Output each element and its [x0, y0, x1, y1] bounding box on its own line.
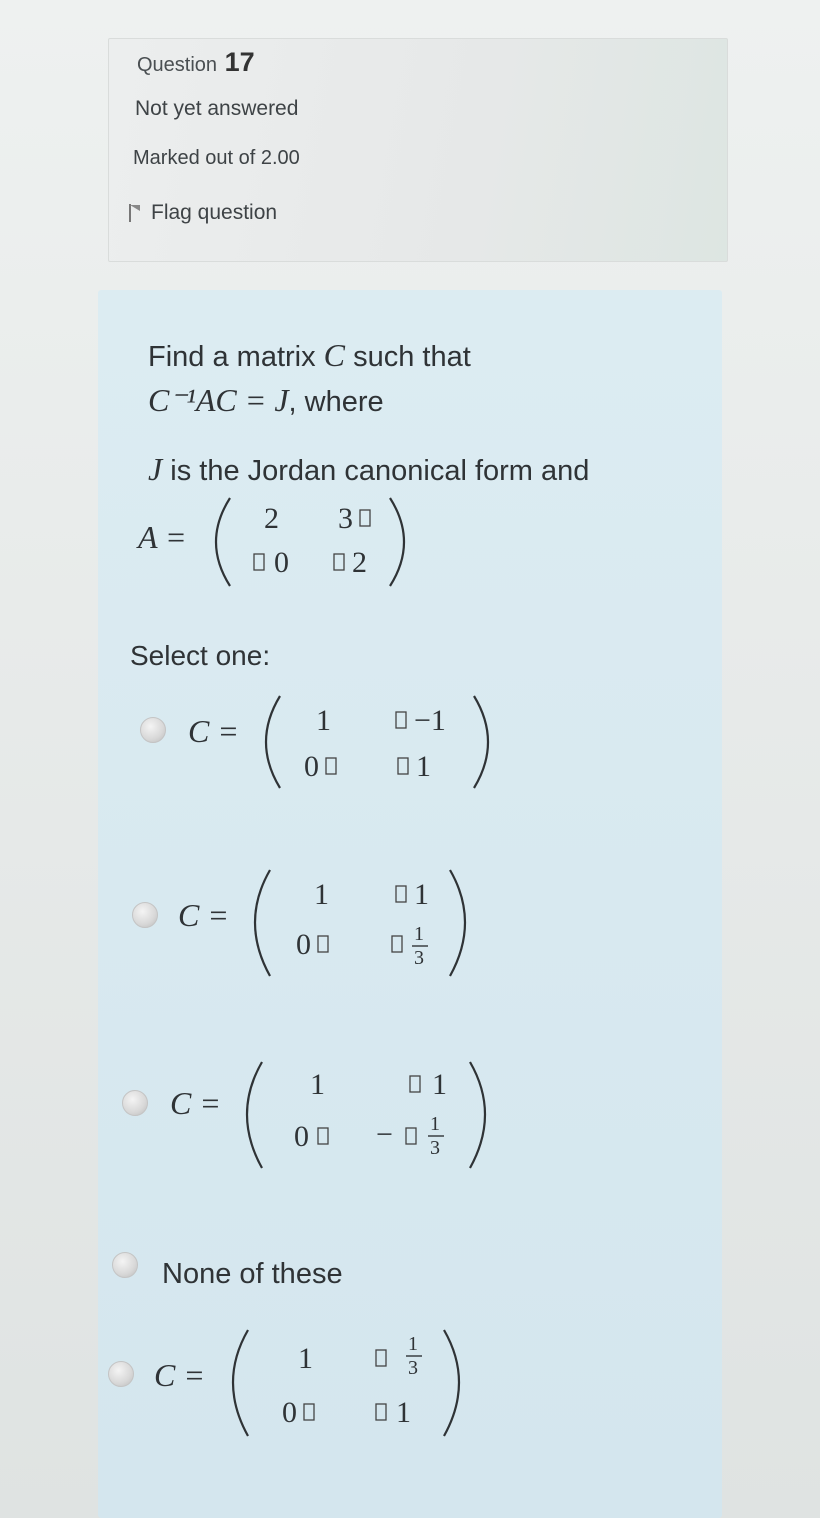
matrix-cell: 1 [396, 1396, 411, 1429]
missing-glyph-box [376, 1404, 386, 1420]
question-content [98, 290, 722, 1518]
radio-button[interactable] [132, 902, 158, 928]
matrix-cell: 1 [310, 1068, 325, 1101]
left-paren [247, 1062, 262, 1168]
matrix-cell: 1 [314, 878, 329, 911]
option-label: C = [188, 713, 239, 749]
var-c: C [323, 337, 346, 373]
prompt-text: such that [353, 341, 471, 373]
question-text [148, 330, 708, 496]
matrix-cell: 1 [414, 878, 429, 911]
radio-button[interactable] [112, 1252, 138, 1278]
prompt-line-3 [148, 444, 708, 495]
matrix-a-cell: 3 [338, 502, 353, 535]
question-number-value: 17 [224, 47, 255, 77]
option-1-matrix [188, 694, 528, 804]
missing-glyph-box [406, 1128, 416, 1144]
option-none-label: None of these [162, 1258, 343, 1290]
matrix-a-cell: 2 [264, 502, 279, 535]
prompt-text: is the Jordan canonical form and [170, 455, 590, 488]
fraction-denominator: 3 [408, 1357, 418, 1379]
option-2-matrix [178, 866, 518, 986]
matrix-a-label: A = [138, 519, 187, 555]
missing-glyph-box [398, 758, 408, 774]
fraction-numerator: 1 [430, 1113, 440, 1135]
right-paren [390, 498, 404, 586]
right-paren [474, 696, 488, 788]
missing-glyph-box [410, 1076, 420, 1092]
option-3-matrix [170, 1058, 550, 1178]
missing-glyph-box [254, 554, 264, 570]
prompt-line-1 [148, 330, 708, 381]
flag-question-link[interactable] [127, 201, 277, 225]
missing-glyph-box [318, 936, 328, 952]
missing-glyph-box [304, 1404, 314, 1420]
matrix-cell: 1 [316, 704, 331, 737]
minus-sign: − [376, 1118, 393, 1151]
matrix-cell: 1 [416, 750, 431, 783]
matrix-a-cell: 0 [274, 546, 289, 579]
var-j: J [148, 451, 163, 488]
right-paren [470, 1062, 485, 1168]
radio-button[interactable] [122, 1090, 148, 1116]
flag-question-label: Flag question [151, 201, 278, 224]
missing-glyph-box [376, 1350, 386, 1366]
missing-glyph-box [360, 510, 370, 526]
matrix-cell: 1 [298, 1342, 313, 1375]
missing-glyph-box [326, 758, 336, 774]
missing-glyph-box [334, 554, 344, 570]
missing-glyph-box [392, 936, 402, 952]
matrix-cell: 1 [432, 1068, 447, 1101]
left-paren [233, 1330, 248, 1436]
flag-icon [127, 204, 141, 222]
missing-glyph-box [318, 1128, 328, 1144]
question-info-panel [108, 38, 728, 262]
option-5-matrix [154, 1326, 494, 1446]
radio-button[interactable] [108, 1361, 134, 1387]
fraction-numerator: 1 [414, 923, 424, 945]
matrix-cell: 0 [294, 1120, 309, 1153]
missing-glyph-box [396, 712, 406, 728]
equation: C⁻¹AC = J [148, 382, 289, 419]
matrix-cell: 0 [282, 1396, 297, 1429]
fraction-denominator: 3 [430, 1137, 440, 1159]
question-state: Not yet answered [135, 97, 299, 120]
prompt-text: , where [288, 386, 384, 419]
missing-glyph-box [396, 886, 406, 902]
option-label: C = [178, 897, 229, 933]
right-paren [450, 870, 465, 976]
right-paren [444, 1330, 459, 1436]
matrix-a [138, 490, 458, 600]
radio-button[interactable] [140, 717, 166, 743]
prompt-line-2 [148, 375, 708, 426]
fraction-numerator: 1 [408, 1333, 418, 1355]
select-one-label: Select one: [130, 640, 271, 671]
matrix-cell: −1 [414, 704, 446, 737]
option-label: C = [170, 1085, 221, 1121]
question-number [137, 47, 255, 78]
fraction-denominator: 3 [414, 947, 424, 969]
left-paren [255, 870, 270, 976]
matrix-cell: 0 [304, 750, 319, 783]
left-paren [216, 498, 230, 586]
question-label: Question [137, 54, 218, 76]
matrix-cell: 0 [296, 928, 311, 961]
option-label: C = [154, 1357, 205, 1393]
matrix-a-cell: 2 [352, 546, 367, 579]
left-paren [266, 696, 280, 788]
question-grade: Marked out of 2.00 [133, 147, 300, 169]
prompt-text: Find a matrix [148, 341, 316, 373]
